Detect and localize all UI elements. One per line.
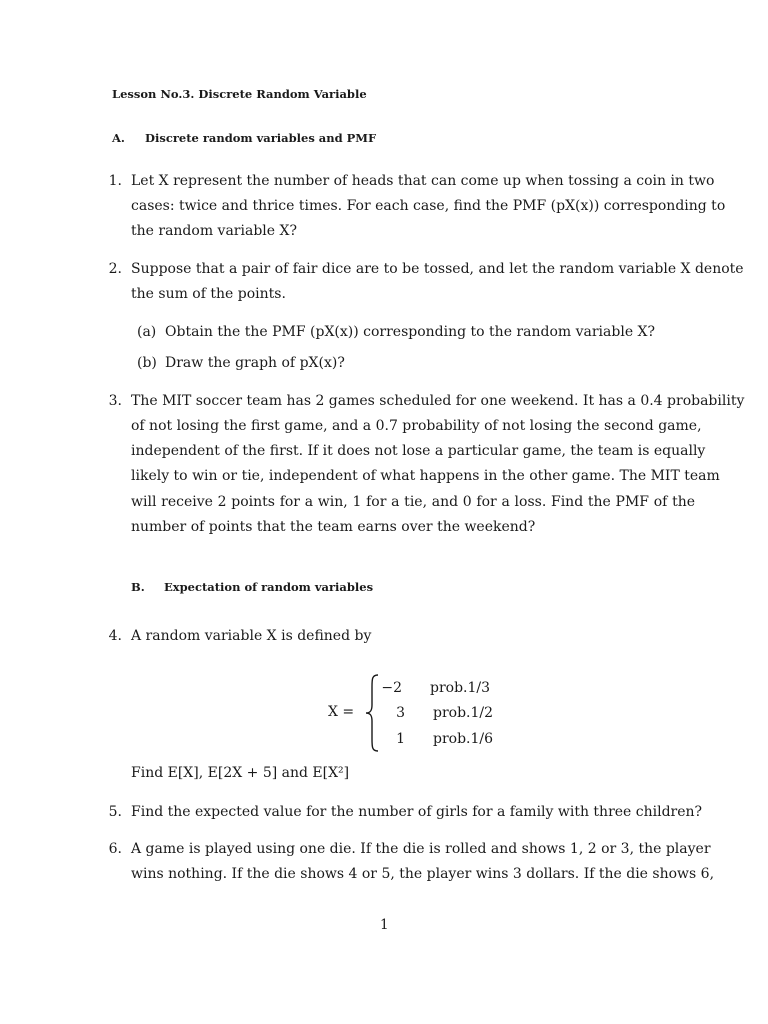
q6-line-1: A game is played using one die. If the die is rolled and shows 1, 2 or 3, the player xyxy=(131,841,711,857)
section-b-label: B. xyxy=(131,580,145,594)
q3-line-2: of not losing the first game, and a 0.7 probability of not losing the second game, xyxy=(131,418,702,434)
section-b-title: Expectation of random variables xyxy=(164,580,374,594)
q2-line-1: Suppose that a pair of fair dice are to be tossed, and let the random variable X denote xyxy=(131,261,744,277)
q4-number: 4. xyxy=(108,628,122,644)
q1-line-2: cases: twice and thrice times. For each case, find the PMF (pX(x)) corresponding to xyxy=(131,198,726,214)
left-brace-icon xyxy=(364,673,380,753)
q2b-label: (b) xyxy=(137,355,157,371)
q5-line-1: Find the expected value for the number of girls for a family with three children? xyxy=(131,804,703,820)
q4-line-1: A random variable X is defined by xyxy=(131,628,372,644)
q1-line-1: Let X represent the number of heads that can come up when tossing a coin in two xyxy=(131,173,715,189)
q2a-text: Obtain the the PMF (pX(x)) corresponding to the random variable X? xyxy=(165,324,656,340)
case-prob-3: prob.1/6 xyxy=(433,731,494,747)
case-value-3: 1 xyxy=(396,731,405,747)
q3-number: 3. xyxy=(108,393,122,409)
q3-line-5: will receive 2 points for a win, 1 for a tie, and 0 for a loss. Find the PMF of the xyxy=(131,494,695,510)
case-prob-1: prob.1/3 xyxy=(430,680,491,696)
case-prob-2: prob.1/2 xyxy=(433,705,494,721)
case-value-2: 3 xyxy=(396,705,405,721)
case-value-1: −2 xyxy=(381,680,402,696)
q6-line-2: wins nothing. If the die shows 4 or 5, the player wins 3 dollars. If the die shows 6, xyxy=(131,866,715,882)
q1-line-3: the random variable X? xyxy=(131,223,297,239)
q4-find: Find E[X], E[2X + 5] and E[X²] xyxy=(131,765,350,781)
section-a-title: Discrete random variables and PMF xyxy=(145,131,377,145)
q3-line-3: independent of the first. If it does not lose a particular game, the team is equally xyxy=(131,443,706,459)
q3-line-1: The MIT soccer team has 2 games scheduled for one weekend. It has a 0.4 probability xyxy=(131,393,745,409)
q3-line-6: number of points that the team earns over the weekend? xyxy=(131,519,536,535)
q2-line-2: the sum of the points. xyxy=(131,286,286,302)
q2-number: 2. xyxy=(108,261,122,277)
q3-line-4: likely to win or tie, independent of what happens in the other game. The MIT team xyxy=(131,468,720,484)
lesson-title: Lesson No.3. Discrete Random Variable xyxy=(112,87,367,101)
q2a-label: (a) xyxy=(137,324,157,340)
piecewise-lhs: X = xyxy=(328,704,355,720)
page-number: 1 xyxy=(380,917,389,933)
q5-number: 5. xyxy=(108,804,122,820)
q6-number: 6. xyxy=(108,841,122,857)
q2b-text: Draw the graph of pX(x)? xyxy=(165,355,345,371)
section-a-label: A. xyxy=(112,131,125,145)
q1-number: 1. xyxy=(108,173,122,189)
